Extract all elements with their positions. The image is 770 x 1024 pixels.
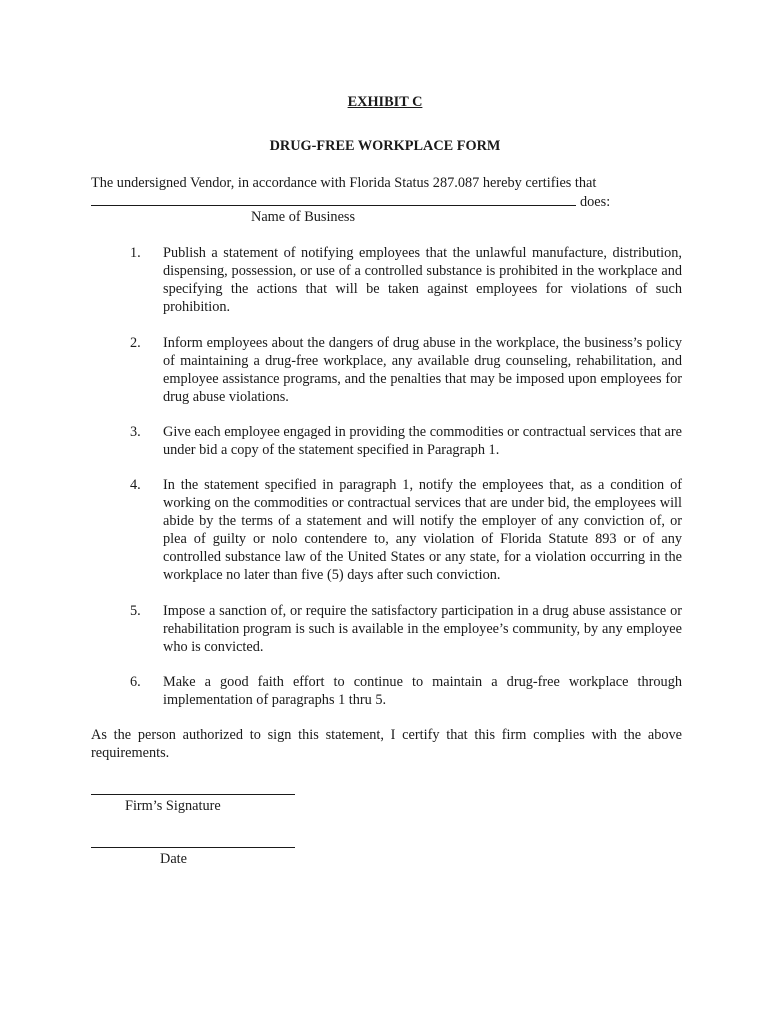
list-item-number: 5. (130, 603, 141, 619)
list-item (130, 476, 682, 584)
intro-paragraph (91, 174, 691, 211)
list-item-text: Give each employee engaged in providing the commodities or contractual services that are under bid a copy of the statement specified in Paragraph 1. (163, 424, 682, 458)
list-item-number: 2. (130, 335, 141, 351)
list-item (130, 334, 682, 406)
intro-line: The undersigned Vendor, in accordance with Florida Status 287.087 hereby certifies that (91, 175, 597, 191)
list-item-number: 4. (130, 477, 141, 493)
list-item-text: Impose a sanction of, or require the satisfactory participation in a drug abuse assistance or rehabilitation program is such is available in the employee’s community, by any employee who is convicted. (163, 603, 682, 655)
list-item-text: Make a good faith effort to continue to maintain a drug-free workplace through implementation of paragraphs 1 thru 5. (163, 674, 682, 708)
date-label: Date (160, 851, 187, 867)
list-item-number: 6. (130, 674, 141, 690)
list-item (130, 673, 682, 709)
date-line[interactable] (91, 847, 295, 848)
list-item (130, 602, 682, 656)
list-item-number: 3. (130, 424, 141, 440)
exhibit-title: EXHIBIT C (347, 94, 423, 110)
list-item-text: Publish a statement of notifying employees that the unlawful manufacture, distribution, dispensing, possession, or use of a controlled substance is prohibited in the workplace and specifying the actions that will be taken against employees for violations of such prohibition. (163, 245, 682, 315)
business-name-field[interactable] (91, 192, 576, 206)
list-item-text: In the statement specified in paragraph 1, notify the employees that, as a condition of working on the commodities or contractual services that are under bid, the employees will abide by the terms of a statement and will notify the employer of any conviction of, or plea of guilty or nolo contendere to, any violation of Florida Statute 893 or of any controlled substance law of the United States or any state, for a violation occurring in the workplace no later than five (5) days after such conviction. (163, 477, 682, 583)
list-item-text: Inform employees about the dangers of drug abuse in the workplace, the business’s policy of maintaining a drug-free workplace, any available drug counseling, rehabilitation, and employee assistance programs, and the penalties that may be imposed upon employees for drug abuse violations. (163, 335, 682, 405)
list-item (130, 423, 682, 459)
closing-paragraph: As the person authorized to sign this statement, I certify that this firm complies with the above requirements. (91, 727, 682, 761)
business-name-label: Name of Business (251, 209, 356, 225)
business-name-row (91, 192, 691, 211)
intro-suffix: does: (580, 194, 611, 210)
signature-line[interactable] (91, 794, 295, 795)
signature-label: Firm’s Signature (125, 798, 221, 814)
list-item (130, 244, 682, 316)
form-title: DRUG-FREE WORKPLACE FORM (269, 138, 501, 154)
list-item-number: 1. (130, 245, 141, 261)
